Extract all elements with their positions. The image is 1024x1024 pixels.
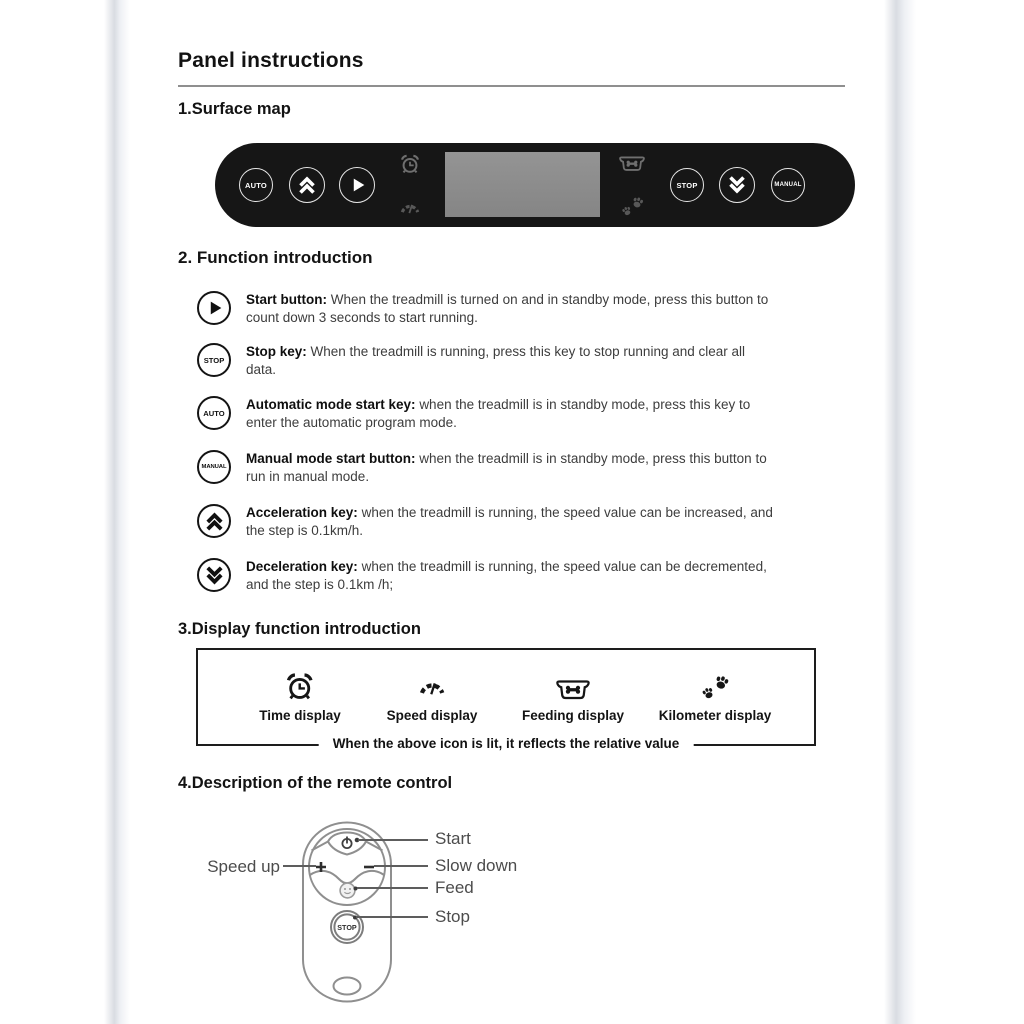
manual-key-icon: MANUAL bbox=[197, 450, 231, 484]
remote-label-start: Start bbox=[435, 829, 471, 848]
display-item-label: Speed display bbox=[386, 708, 478, 723]
display-item-feeding bbox=[522, 670, 624, 723]
power-icon bbox=[342, 837, 351, 849]
alarm-clock-icon bbox=[259, 670, 341, 702]
remote-label-stop: Stop bbox=[435, 907, 470, 926]
alarm-clock-icon bbox=[399, 153, 421, 180]
remote-stop-button-label: STOP bbox=[337, 922, 357, 932]
function-item-label: Manual mode start button: bbox=[246, 451, 416, 466]
double-chevron-up-icon bbox=[197, 504, 231, 538]
function-item-desc: When the treadmill is running, press this key to stop running and clear all data. bbox=[246, 344, 746, 377]
function-item-desc: when the treadmill is running, the speed value can be increased, and the step is 0.1km/h. bbox=[246, 505, 773, 538]
function-item-label: Automatic mode start key: bbox=[246, 397, 416, 412]
function-list bbox=[197, 291, 797, 636]
display-item-speed bbox=[387, 670, 478, 723]
speedometer-icon bbox=[387, 670, 478, 702]
double-chevron-down-icon bbox=[197, 558, 231, 592]
panel-start-button bbox=[339, 167, 375, 203]
panel-manual-button: MANUAL bbox=[771, 168, 805, 202]
remote-heading: 4.Description of the remote control bbox=[178, 774, 453, 792]
start-button-icon bbox=[197, 291, 231, 325]
function-item-desc: when the treadmill is in standby mode, press this key to enter the automatic program mode. bbox=[246, 397, 751, 430]
display-item-label: Time display bbox=[259, 708, 341, 723]
function-item-label: Acceleration key: bbox=[246, 505, 358, 520]
remote-label-feed: Feed bbox=[435, 878, 474, 897]
page-left-edge-shadow bbox=[104, 0, 130, 1024]
double-chevron-down-icon bbox=[725, 173, 749, 197]
page-right-edge-shadow bbox=[884, 0, 916, 1024]
function-item-desc: when the treadmill is in standby mode, press this button to run in manual mode. bbox=[246, 451, 767, 484]
panel-speed-up-button bbox=[289, 167, 325, 203]
start-leader-line bbox=[358, 839, 428, 841]
title-divider bbox=[178, 85, 845, 87]
feeding-bowl-icon bbox=[618, 154, 646, 178]
panel-display-screen bbox=[445, 152, 600, 217]
feeding-bowl-icon bbox=[522, 670, 624, 702]
auto-key-icon: AUTO bbox=[197, 396, 231, 430]
panel-auto-button: AUTO bbox=[239, 168, 273, 202]
panel-speed-down-button bbox=[719, 167, 755, 203]
list-item bbox=[197, 450, 774, 485]
remote-keyring-hole bbox=[334, 978, 361, 995]
display-item-kilometer bbox=[659, 670, 772, 723]
remote-label-speed-up: Speed up bbox=[207, 857, 280, 876]
list-item bbox=[197, 504, 774, 539]
list-item bbox=[197, 343, 774, 378]
display-item-time bbox=[259, 670, 341, 723]
stop-leader-line bbox=[356, 916, 428, 918]
function-item-desc: when the treadmill is running, the speed value can be decremented, and the step is 0.1km /h; bbox=[246, 559, 767, 592]
function-item-label: Stop key: bbox=[246, 344, 307, 359]
paw-prints-icon bbox=[620, 195, 645, 223]
function-item-desc: When the treadmill is turned on and in standby mode, press this button to count down 3 seconds to start running. bbox=[246, 292, 769, 325]
function-item-label: Start button: bbox=[246, 292, 327, 307]
remote-feed-button bbox=[340, 883, 355, 898]
double-chevron-up-icon bbox=[295, 173, 319, 197]
paw-prints-icon bbox=[659, 670, 772, 702]
control-panel-illustration bbox=[215, 143, 855, 227]
page-title: Panel instructions bbox=[178, 49, 364, 72]
display-item-label: Kilometer display bbox=[658, 708, 772, 723]
speedometer-icon bbox=[399, 197, 421, 224]
stop-key-icon: STOP bbox=[197, 343, 231, 377]
display-item-label: Feeding display bbox=[521, 708, 625, 723]
surface-map-heading: 1.Surface map bbox=[178, 100, 291, 118]
display-function-box bbox=[196, 648, 816, 751]
display-box-caption: When the above icon is lit, it reflects the relative value bbox=[319, 733, 694, 755]
function-item-label: Deceleration key: bbox=[246, 559, 358, 574]
display-intro-heading: 3.Display function introduction bbox=[178, 620, 421, 638]
list-item bbox=[197, 558, 774, 593]
list-item bbox=[197, 396, 774, 431]
remote-control-illustration bbox=[295, 820, 400, 1005]
feed-leader-line bbox=[357, 887, 428, 889]
list-item bbox=[197, 291, 774, 326]
panel-stop-button: STOP bbox=[670, 168, 704, 202]
function-intro-heading: 2. Function introduction bbox=[178, 248, 373, 267]
remote-label-slow-down: Slow down bbox=[435, 856, 518, 875]
speed-up-leader-line bbox=[283, 865, 316, 867]
slow-down-leader-line bbox=[374, 865, 428, 867]
play-icon bbox=[346, 174, 368, 196]
